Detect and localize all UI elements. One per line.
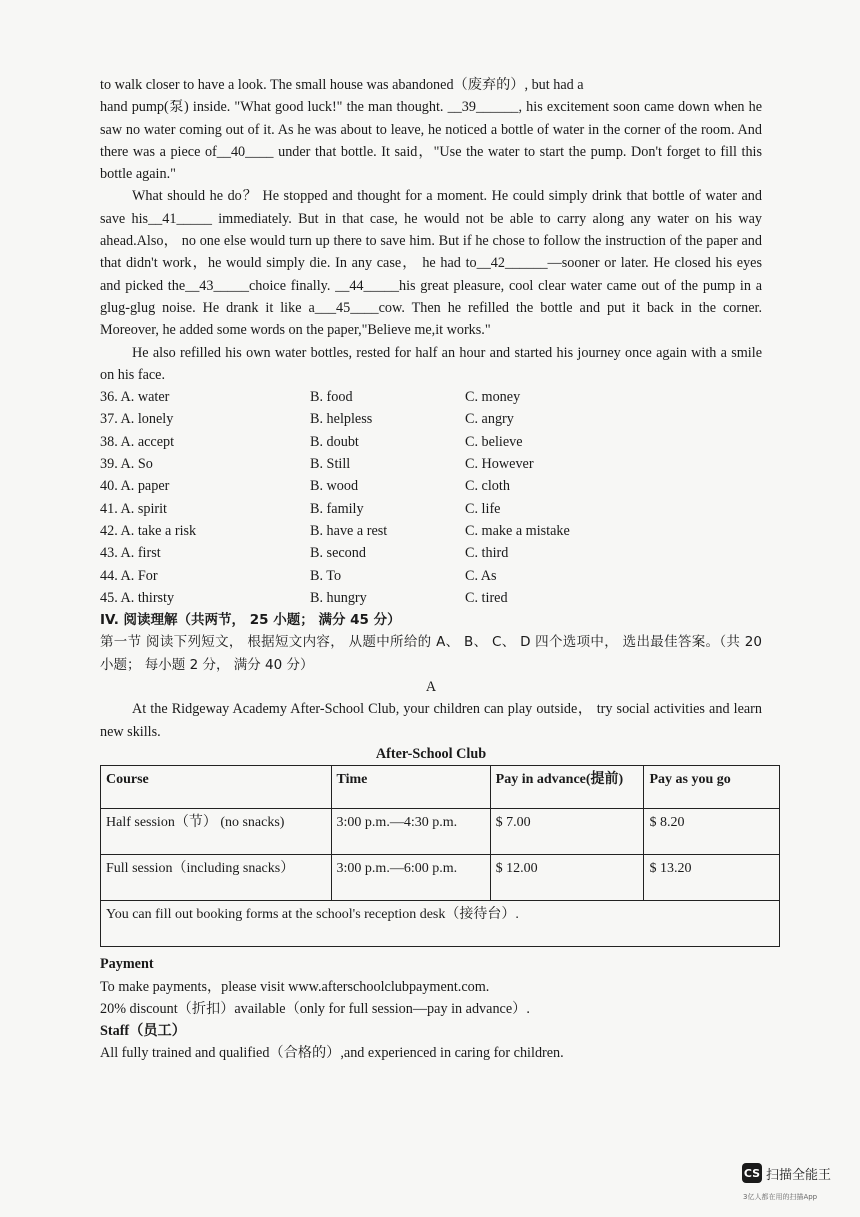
option-a: 38. A. accept bbox=[100, 433, 175, 450]
option-c: C. third bbox=[465, 545, 509, 562]
info-section bbox=[100, 953, 762, 1064]
passage-paragraph-2: What should he do？ He stopped and thought for a moment. He could simply drink that bottle of water and save his__41_____ immediately. But in that case, he would not be able to carry along any water on his way ahead.Also， no one else would turn up there to save him. But if he chose to follow the instruction of the paper and that didn't work，he would simply die. In any case， he had to__42______—sooner or later. He closed his eyes and picked the__43_____choice finally. __44_____his great pleasure, cool clear water came out of the pump in a glug-glug noise. He drank it like a___45____cow. Then he refilled the bottle and put it back in the corner. Moreover, he added some words on the paper,"Believe me,it works." bbox=[100, 188, 762, 339]
passage-line-2: hand pump(泵) inside. "What good luck!" the man thought. __39______, his excitement soon came down when he saw no water coming out of it. As he was about to leave, he noticed a bottle of water in the corner of the room. And there was a piece of__40____ under that bottle. It said，"Use the water to start the pump. Don't forget to fill this bottle again." bbox=[100, 99, 762, 183]
cell-course: Half session（节） (no snacks) bbox=[101, 809, 332, 855]
cell-payg: $ 8.20 bbox=[644, 809, 780, 855]
option-b: B. doubt bbox=[310, 433, 359, 450]
passage-line-1: to walk closer to have a look. The small house was abandoned（废弃的）, but had a bbox=[100, 77, 584, 93]
option-row bbox=[100, 542, 762, 564]
section-instructions: 第一节 阅读下列短文， 根据短文内容， 从题中所给的 A、 B、 C、 D 四个选项中， 选出最佳答案。（共 20 小题； 每小题 2 分， 满分 40 分） bbox=[100, 634, 762, 673]
option-b: B. have a rest bbox=[310, 522, 388, 539]
staff-title: Staff（员工） bbox=[100, 1023, 186, 1040]
option-b: B. helpless bbox=[310, 411, 373, 428]
header-course: Course bbox=[101, 766, 332, 809]
option-b: B. Still bbox=[310, 456, 351, 473]
staff-line: All fully trained and qualified（合格的）,and experienced in caring for children. bbox=[100, 1045, 564, 1062]
option-row bbox=[100, 475, 762, 497]
table-header-row bbox=[101, 766, 780, 809]
club-table bbox=[100, 765, 780, 947]
option-c: C. tired bbox=[465, 589, 508, 606]
passage-paragraph-1 bbox=[100, 74, 762, 185]
reading-intro: At the Ridgeway Academy After-School Club, your children can play outside， try social activities and learn new skills. bbox=[100, 701, 762, 740]
passage-paragraph-3: He also refilled his own water bottles, rested for half an hour and started his journey once again with a smile on his face. bbox=[100, 344, 762, 383]
option-a: 45. A. thirsty bbox=[100, 589, 175, 606]
scanner-watermark bbox=[742, 1163, 831, 1183]
option-c: C. However bbox=[465, 456, 534, 473]
cloze-options bbox=[100, 386, 762, 609]
table-note-row bbox=[101, 901, 780, 947]
cell-payg: $ 13.20 bbox=[644, 855, 780, 901]
payment-title: Payment bbox=[100, 956, 154, 973]
exam-page bbox=[100, 74, 762, 1065]
scanner-tagline: 3亿人都在用的扫描App bbox=[743, 1193, 818, 1201]
option-a: 36. A. water bbox=[100, 389, 170, 406]
cell-time: 3:00 p.m.—4:30 p.m. bbox=[331, 809, 490, 855]
header-advance: Pay in advance(提前) bbox=[490, 766, 644, 809]
option-row bbox=[100, 565, 762, 587]
header-time: Time bbox=[331, 766, 490, 809]
cell-time: 3:00 p.m.—6:00 p.m. bbox=[331, 855, 490, 901]
table-note: You can fill out booking forms at the school's reception desk（接待台）. bbox=[101, 901, 780, 947]
option-c: C. make a mistake bbox=[465, 522, 570, 539]
option-row bbox=[100, 453, 762, 475]
option-a: 40. A. paper bbox=[100, 478, 170, 495]
option-c: C. angry bbox=[465, 411, 514, 428]
section-title: IV. 阅读理解（共两节， 25 小题； 满分 45 分） bbox=[100, 612, 401, 629]
option-row bbox=[100, 408, 762, 430]
table-row bbox=[101, 855, 780, 901]
option-b: B. food bbox=[310, 389, 353, 406]
option-b: B. hungry bbox=[310, 589, 367, 606]
discount-line: 20% discount（折扣）available（only for full session—pay in advance）. bbox=[100, 1000, 530, 1017]
cs-logo-icon: CS bbox=[742, 1163, 762, 1183]
option-c: C. believe bbox=[465, 433, 523, 450]
option-a: 37. A. lonely bbox=[100, 411, 174, 428]
option-b: B. family bbox=[310, 500, 364, 517]
option-b: B. second bbox=[310, 545, 366, 562]
option-row bbox=[100, 587, 762, 609]
option-row bbox=[100, 498, 762, 520]
option-b: B. wood bbox=[310, 478, 359, 495]
option-a: 41. A. spirit bbox=[100, 500, 168, 517]
option-c: C. money bbox=[465, 389, 521, 406]
cell-advance: $ 7.00 bbox=[490, 809, 644, 855]
cell-advance: $ 12.00 bbox=[490, 855, 644, 901]
table-row bbox=[101, 809, 780, 855]
payment-line: To make payments，please visit www.afterschoolclubpayment.com. bbox=[100, 978, 490, 995]
option-c: C. cloth bbox=[465, 478, 510, 495]
table-title: After-School Club bbox=[375, 745, 487, 762]
option-b: B. To bbox=[310, 567, 342, 584]
option-a: 39. A. So bbox=[100, 456, 153, 473]
option-row bbox=[100, 520, 762, 542]
part-label: A bbox=[425, 679, 437, 696]
option-row bbox=[100, 431, 762, 453]
option-a: 42. A. take a risk bbox=[100, 522, 197, 539]
header-payg: Pay as you go bbox=[644, 766, 780, 809]
option-row bbox=[100, 386, 762, 408]
option-a: 44. A. For bbox=[100, 567, 158, 584]
cell-course: Full session（including snacks） bbox=[101, 855, 332, 901]
option-c: C. life bbox=[465, 500, 501, 517]
scanner-name: 扫描全能王 bbox=[766, 1167, 832, 1183]
option-c: C. As bbox=[465, 567, 497, 584]
option-a: 43. A. first bbox=[100, 545, 161, 562]
